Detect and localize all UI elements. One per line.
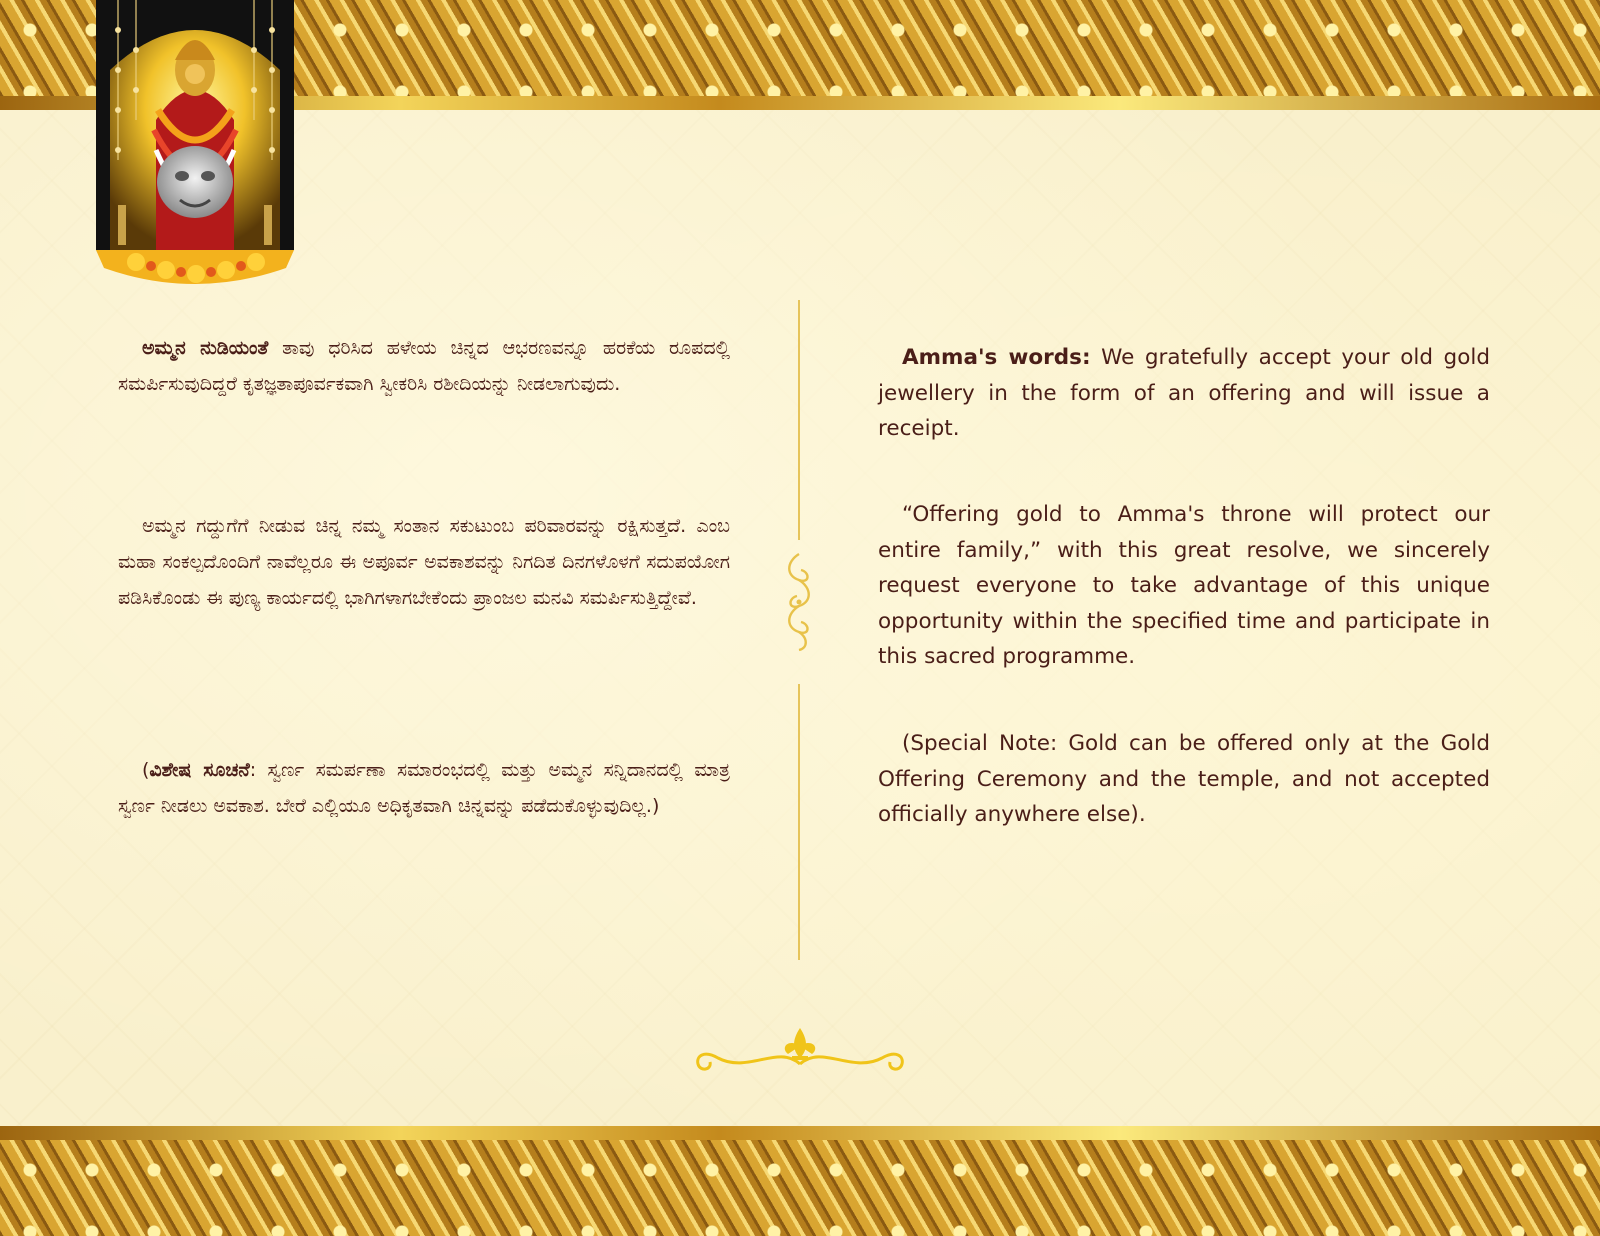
deity-image bbox=[96, 0, 294, 290]
floral-scroll-ornament bbox=[784, 552, 814, 652]
kannada-paragraph-2 bbox=[118, 508, 730, 616]
english-paragraph-1 bbox=[878, 340, 1490, 447]
english-text: (Special Note: Gold can be offered only at the Gold Offering Ceremony and the temple, and not accepted officially anywhere else). bbox=[878, 731, 1490, 827]
kannada-text: ತಾವು ಧರಿಸಿದ ಹಳೇಯ ಚಿನ್ನದ ಆಭರಣವನ್ನೂ ಹರಕೆಯ ರೂಪದಲ್ಲಿ ಸಮರ್ಪಿಸುವುದಿದ್ದರೆ ಕೃತಜ್ಞತಾಪೂರ್ವಕವಾಗಿ ಸ್ವೀಕರಿಸಿ ರಶೀದಿಯನ್ನು ನೀಡಲಾಗುವುದು. bbox=[118, 337, 730, 395]
divider-line-bottom bbox=[798, 684, 800, 960]
fleur-de-lis-flourish bbox=[688, 1024, 912, 1076]
english-text: We gratefully accept your old gold jewellery in the form of an offering and will issue a receipt. bbox=[878, 345, 1490, 441]
kannada-text: : ಸ್ವರ್ಣ ಸಮರ್ಪಣಾ ಸಮಾರಂಭದಲ್ಲಿ ಮತ್ತು ಅಮ್ಮನ ಸನ್ನಿದಾನದಲ್ಲಿ ಮಾತ್ರ ಸ್ವರ್ಣ ನೀಡಲು ಅವಕಾಶ. ಬೇರೆ ಎಲ್ಲಿಯೂ ಅಧಿಕೃತವಾಗಿ ಚಿನ್ನವನ್ನು ಪಡೆದುಕೊಳ್ಳುವುದಿಲ್ಲ.) bbox=[118, 759, 730, 817]
kannada-paragraph-3 bbox=[118, 752, 730, 824]
kannada-paren: ( bbox=[142, 759, 150, 781]
kannada-text: ಅಮ್ಮನ ಗದ್ದುಗೆಗೆ ನೀಡುವ ಚಿನ್ನ ನಮ್ಮ ಸಂತಾನ ಸಕುಟುಂಬ ಪರಿವಾರವನ್ನು ರಕ್ಷಿಸುತ್ತದೆ. ಎಂಬ ಮಹಾ ಸಂಕಲ್ಪದೊಂದಿಗೆ ನಾವೆಲ್ಲರೂ ಈ ಅಪೂರ್ವ ಅವಕಾಶವನ್ನು ನಿಗದಿತ ದಿನಗಳೊಳಗೆ ಸದುಪಯೋಗ ಪಡಿಸಿಕೊಂಡು ಈ ಪುಣ್ಯ ಕಾರ್ಯದಲ್ಲಿ ಭಾಗಿಗಳಾಗಬೇಕೆಂದು ಪ್ರಾಂಜಲ ಮನವಿ ಸಮರ್ಪಿಸುತ್ತಿದ್ದೇವೆ. bbox=[118, 515, 730, 609]
english-paragraph-3 bbox=[878, 726, 1490, 833]
kannada-emphasis: ವಿಶೇಷ ಸೂಚನೆ bbox=[149, 759, 250, 781]
bottom-gold-strip bbox=[0, 1126, 1600, 1140]
english-emphasis: Amma's words: bbox=[902, 345, 1091, 370]
english-paragraph-2 bbox=[878, 497, 1490, 675]
kannada-paragraph-1 bbox=[118, 330, 730, 402]
divider-line-top bbox=[798, 300, 800, 540]
english-text: “Offering gold to Amma's throne will protect our entire family,” with this great resolve, we sincerely request everyone to take advantage of this unique opportunity within the specified time and participate in this sacred programme. bbox=[878, 502, 1490, 669]
kannada-emphasis: ಅಮ್ಮನ ನುಡಿಯಂತೆ bbox=[142, 337, 269, 359]
bottom-gold-border bbox=[0, 1140, 1600, 1236]
